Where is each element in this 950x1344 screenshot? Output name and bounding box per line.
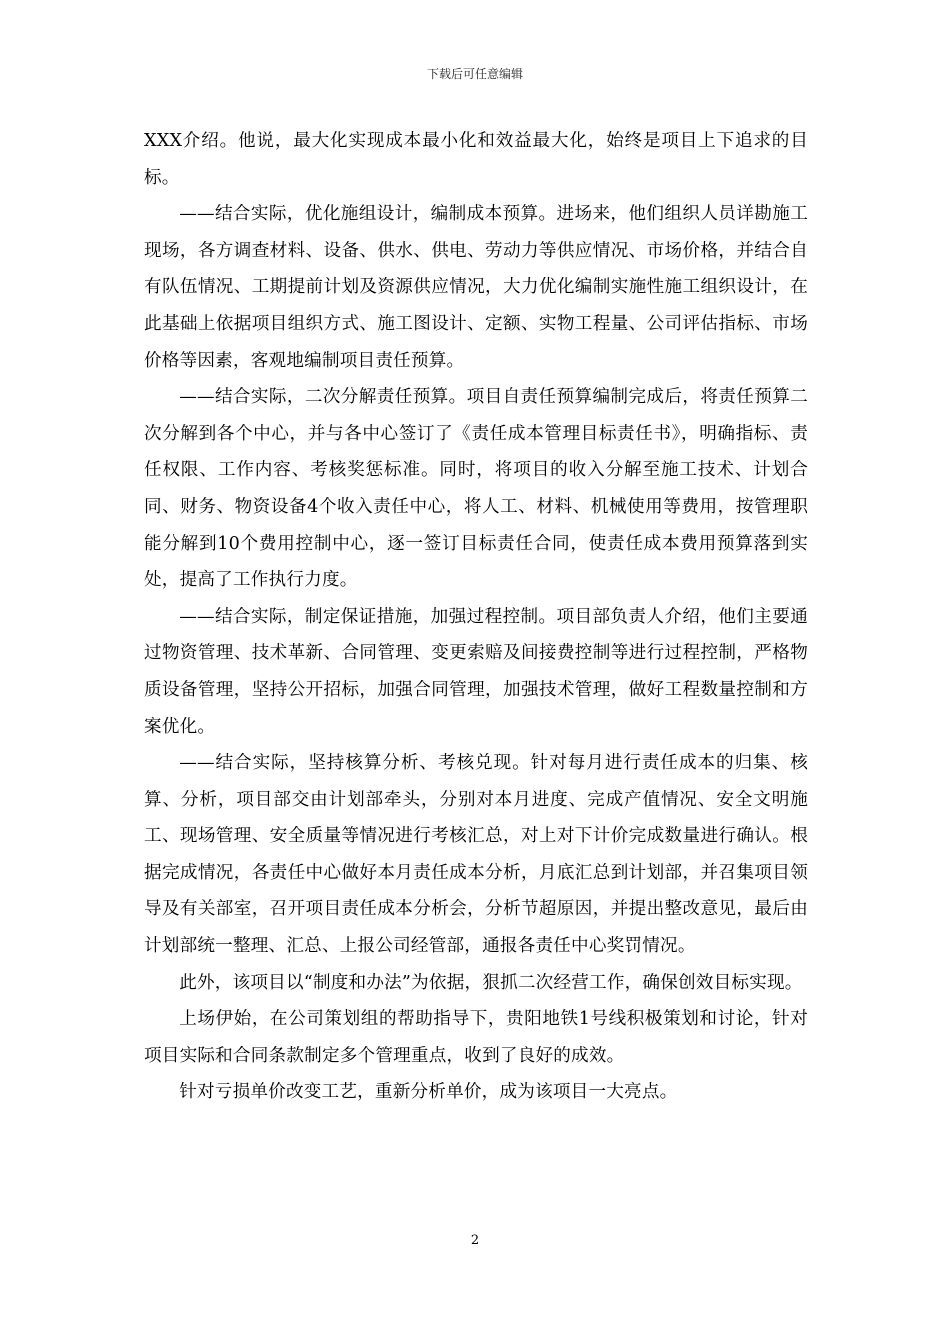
paragraph-intro-continuation: XXX介绍。他说，最大化实现成本最小化和效益最大化，始终是项目上下追求的目标。 (144, 131, 808, 188)
paragraph-budget-compilation: ——结合实际，优化施组设计，编制成本预算。进场来，他们组织人员详勘施工现场，各方调查材料、设备、供水、供电、劳动力等供应情况、市场价格，并结合自有队伍情况、工期提前计划及资源供应情况，大力优化编制实施性施工组织设计，在此基础上依据项目组织方式、施工图设计、定额、实物工程量、公司评估指标、市场价格等因素，客观地编制项目责任预算。 (144, 204, 808, 371)
paragraph-secondary-operation: 此外，该项目以“制度和办法”为依据，狠抓二次经营工作，确保创效目标实现。 (179, 972, 803, 993)
paragraph-budget-decomposition: ——结合实际，二次分解责任预算。项目自责任预算编制完成后，将责任预算二次分解到各个中心，并与各中心签订了《责任成本管理目标责任书》，明确指标、责任权限、工作内容、考核奖惩标准。同时，将项目的收入分解至施工技术、计划合同、财务、物资设备4个收入责任中心，将人工、材料、机械使用等费用，按管理职能分解到10个费用控制中心，逐一签订目标责任合同，使责任成本费用预算落到实处，提高了工作执行力度。 (144, 387, 808, 591)
document-body (144, 123, 808, 1111)
paragraph-highlight: 针对亏损单价改变工艺，重新分析单价，成为该项目一大亮点。 (179, 1082, 678, 1103)
paragraph-planning-guidance: 上场伊始，在公司策划组的帮助指导下，贵阳地铁1号线积极策划和讨论，针对项目实际和合同条款制定多个管理重点，收到了良好的成效。 (144, 1009, 808, 1066)
paragraph-process-control: ——结合实际，制定保证措施，加强过程控制。项目部负责人介绍，他们主要通过物资管理、技术革新、合同管理、变更索赔及间接费控制等进行过程控制，严格物质设备管理，坚持公开招标，加强合同管理，加强技术管理，做好工程数量控制和方案优化。 (144, 606, 808, 737)
page-number: 2 (470, 1233, 480, 1248)
page-header-note: 下载后可任意编辑 (426, 67, 523, 81)
paragraph-accounting-analysis: ——结合实际，坚持核算分析、考核兑现。针对每月进行责任成本的归集、核算、分析，项目部交由计划部牵头，分别对本月进度、完成产值情况、安全文明施工、现场管理、安全质量等情况进行考核汇总，对上对下计价完成数量进行确认。根据完成情况，各责任中心做好本月责任成本分析，月底汇总到计划部，并召集项目领导及有关部室，召开项目责任成本分析会，分析节超原因，并提出整改意见，最后由计划部统一整理、汇总、上报公司经管部，通报各责任中心奖罚情况。 (144, 753, 808, 957)
